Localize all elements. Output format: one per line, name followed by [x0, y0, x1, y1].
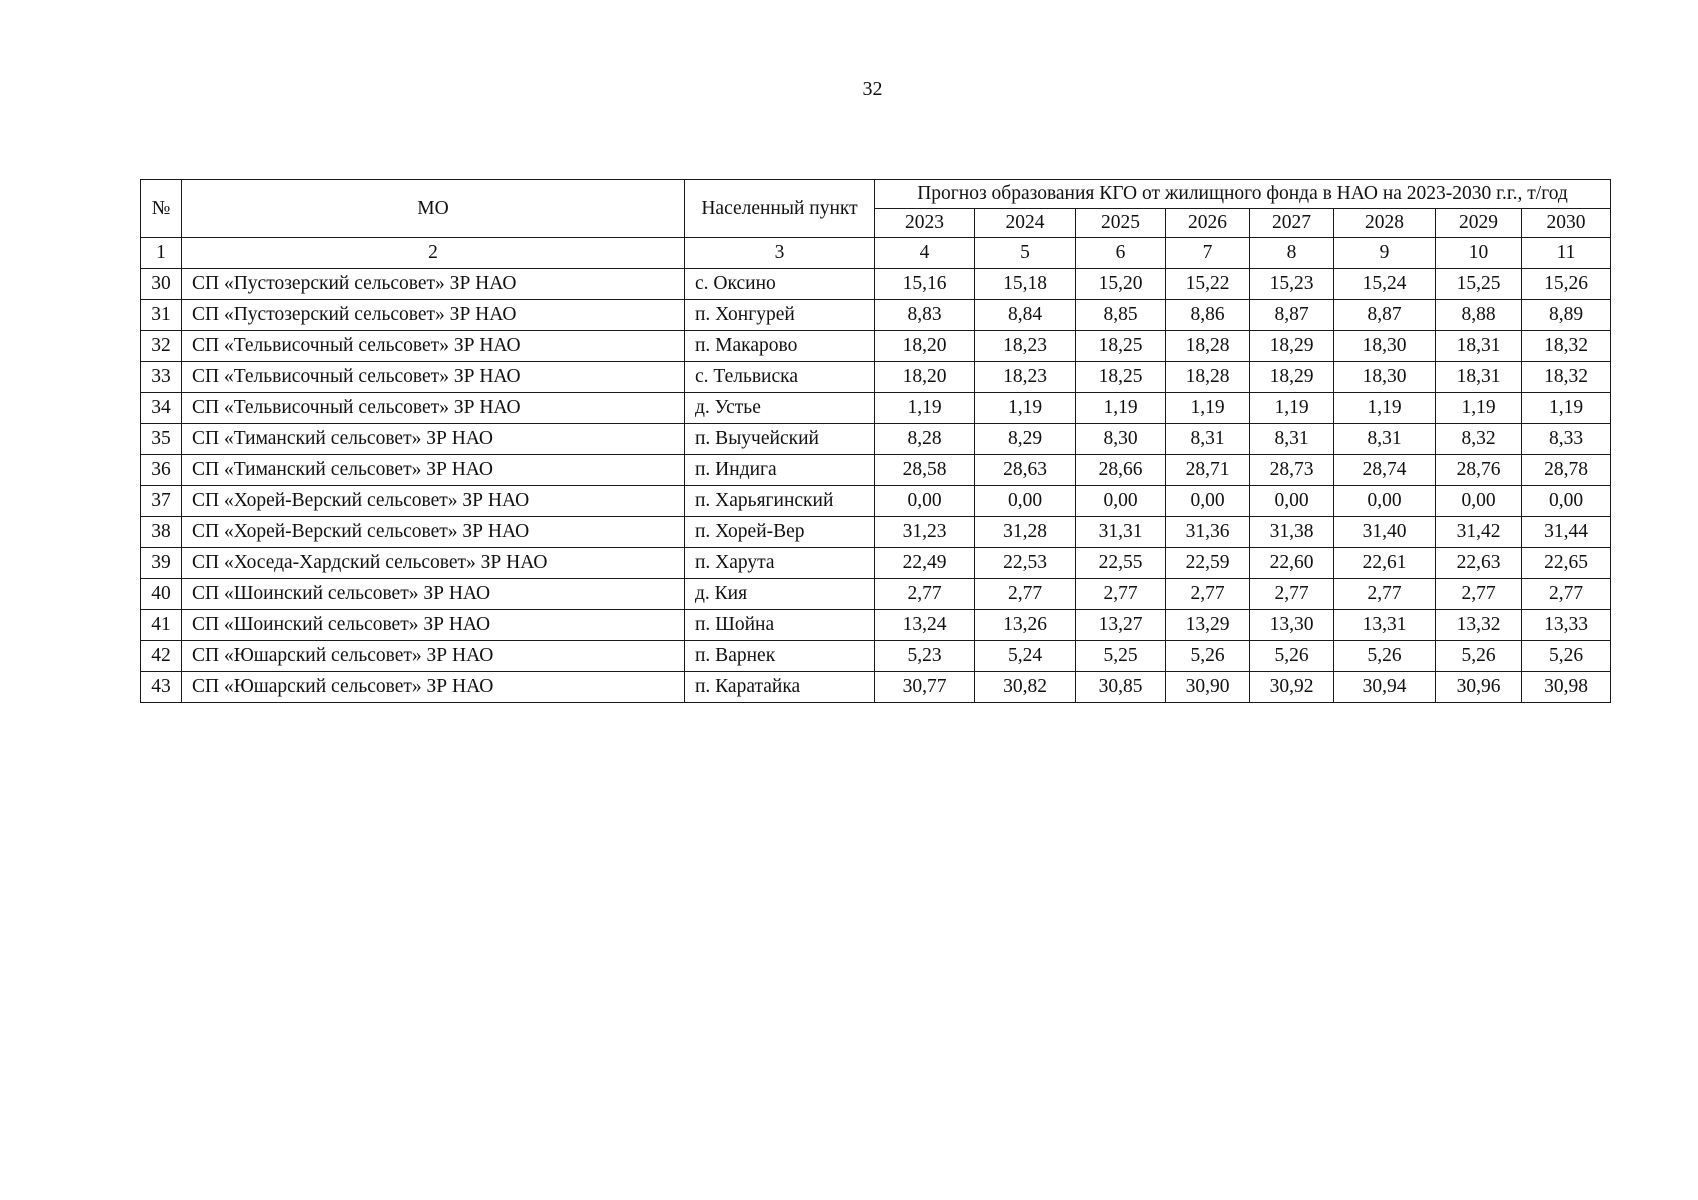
row-number: 30: [141, 269, 182, 300]
table-row: [141, 579, 1611, 610]
value-cell-2026: 0,00: [1166, 486, 1250, 517]
value-cell-2023: 22,49: [875, 548, 975, 579]
municipality-cell: СП «Шоинский сельсовет» ЗР НАО: [182, 579, 685, 610]
value-cell-2029: 31,42: [1436, 517, 1522, 548]
value-cell-2024: 5,24: [975, 641, 1076, 672]
page-number: 32: [862, 78, 883, 100]
row-number: 33: [141, 362, 182, 393]
value-cell-2029: 22,63: [1436, 548, 1522, 579]
value-cell-2023: 13,24: [875, 610, 975, 641]
value-cell-2030: 22,65: [1522, 548, 1611, 579]
settlement-cell: п. Шойна: [685, 610, 875, 641]
value-cell-2024: 13,26: [975, 610, 1076, 641]
value-cell-2026: 22,59: [1166, 548, 1250, 579]
table-row: [141, 517, 1611, 548]
column-number-cell: 11: [1522, 238, 1611, 269]
value-cell-2027: 28,73: [1250, 455, 1334, 486]
column-number-cell: 8: [1250, 238, 1334, 269]
value-cell-2024: 1,19: [975, 393, 1076, 424]
value-cell-2028: 22,61: [1334, 548, 1436, 579]
value-cell-2028: 13,31: [1334, 610, 1436, 641]
value-cell-2028: 18,30: [1334, 362, 1436, 393]
table-body: [141, 238, 1611, 703]
value-cell-2026: 28,71: [1166, 455, 1250, 486]
settlement-cell: д. Устье: [685, 393, 875, 424]
column-number-row: [141, 238, 1611, 269]
value-cell-2029: 8,32: [1436, 424, 1522, 455]
value-cell-2027: 1,19: [1250, 393, 1334, 424]
value-cell-2023: 8,28: [875, 424, 975, 455]
value-cell-2030: 15,26: [1522, 269, 1611, 300]
value-cell-2030: 18,32: [1522, 331, 1611, 362]
table-row: [141, 269, 1611, 300]
value-cell-2029: 18,31: [1436, 331, 1522, 362]
value-cell-2024: 18,23: [975, 331, 1076, 362]
value-cell-2029: 2,77: [1436, 579, 1522, 610]
value-cell-2027: 30,92: [1250, 672, 1334, 703]
value-cell-2028: 31,40: [1334, 517, 1436, 548]
value-cell-2025: 13,27: [1076, 610, 1166, 641]
column-number-cell: 10: [1436, 238, 1522, 269]
value-cell-2024: 15,18: [975, 269, 1076, 300]
value-cell-2027: 5,26: [1250, 641, 1334, 672]
value-cell-2030: 2,77: [1522, 579, 1611, 610]
row-number: 32: [141, 331, 182, 362]
value-cell-2025: 31,31: [1076, 517, 1166, 548]
table-row: [141, 362, 1611, 393]
value-cell-2026: 15,22: [1166, 269, 1250, 300]
municipality-cell: СП «Хорей-Верский сельсовет» ЗР НАО: [182, 517, 685, 548]
column-number-cell: 5: [975, 238, 1076, 269]
value-cell-2030: 5,26: [1522, 641, 1611, 672]
value-cell-2025: 5,25: [1076, 641, 1166, 672]
value-cell-2023: 5,23: [875, 641, 975, 672]
header-year-2026: 2026: [1166, 209, 1250, 238]
municipality-cell: СП «Хорей-Верский сельсовет» ЗР НАО: [182, 486, 685, 517]
table-row: [141, 548, 1611, 579]
settlement-cell: п. Выучейский: [685, 424, 875, 455]
value-cell-2030: 1,19: [1522, 393, 1611, 424]
value-cell-2030: 18,32: [1522, 362, 1611, 393]
settlement-cell: с. Тельвиска: [685, 362, 875, 393]
settlement-cell: п. Хорей-Вер: [685, 517, 875, 548]
value-cell-2025: 0,00: [1076, 486, 1166, 517]
value-cell-2024: 0,00: [975, 486, 1076, 517]
value-cell-2024: 30,82: [975, 672, 1076, 703]
value-cell-2025: 18,25: [1076, 331, 1166, 362]
value-cell-2028: 15,24: [1334, 269, 1436, 300]
value-cell-2029: 15,25: [1436, 269, 1522, 300]
value-cell-2030: 28,78: [1522, 455, 1611, 486]
value-cell-2023: 18,20: [875, 362, 975, 393]
header-row-group: [141, 180, 1611, 209]
row-number: 31: [141, 300, 182, 331]
row-number: 37: [141, 486, 182, 517]
table-header: [141, 180, 1611, 238]
value-cell-2028: 30,94: [1334, 672, 1436, 703]
value-cell-2027: 2,77: [1250, 579, 1334, 610]
municipality-cell: СП «Хоседа-Хардский сельсовет» ЗР НАО: [182, 548, 685, 579]
row-number: 40: [141, 579, 182, 610]
column-number-cell: 3: [685, 238, 875, 269]
table-row: [141, 300, 1611, 331]
table-row: [141, 610, 1611, 641]
municipality-cell: СП «Юшарский сельсовет» ЗР НАО: [182, 672, 685, 703]
row-number: 43: [141, 672, 182, 703]
value-cell-2028: 2,77: [1334, 579, 1436, 610]
row-number: 38: [141, 517, 182, 548]
value-cell-2027: 15,23: [1250, 269, 1334, 300]
value-cell-2027: 18,29: [1250, 362, 1334, 393]
value-cell-2030: 30,98: [1522, 672, 1611, 703]
header-forecast-group: Прогноз образования КГО от жилищного фонда в НАО на 2023-2030 г.г., т/год: [875, 180, 1611, 209]
value-cell-2025: 8,85: [1076, 300, 1166, 331]
value-cell-2030: 31,44: [1522, 517, 1611, 548]
value-cell-2023: 0,00: [875, 486, 975, 517]
value-cell-2030: 8,33: [1522, 424, 1611, 455]
header-year-2025: 2025: [1076, 209, 1166, 238]
value-cell-2026: 5,26: [1166, 641, 1250, 672]
header-settlement: Населенный пункт: [685, 180, 875, 238]
value-cell-2028: 1,19: [1334, 393, 1436, 424]
header-num: №: [141, 180, 182, 238]
settlement-cell: п. Хонгурей: [685, 300, 875, 331]
municipality-cell: СП «Пустозерский сельсовет» ЗР НАО: [182, 300, 685, 331]
municipality-cell: СП «Тиманский сельсовет» ЗР НАО: [182, 424, 685, 455]
value-cell-2028: 8,87: [1334, 300, 1436, 331]
forecast-table: [140, 179, 1611, 703]
municipality-cell: СП «Тельвисочный сельсовет» ЗР НАО: [182, 362, 685, 393]
value-cell-2029: 5,26: [1436, 641, 1522, 672]
value-cell-2023: 30,77: [875, 672, 975, 703]
header-year-2029: 2029: [1436, 209, 1522, 238]
municipality-cell: СП «Тельвисочный сельсовет» ЗР НАО: [182, 393, 685, 424]
table-row: [141, 672, 1611, 703]
settlement-cell: д. Кия: [685, 579, 875, 610]
value-cell-2024: 8,29: [975, 424, 1076, 455]
value-cell-2026: 8,31: [1166, 424, 1250, 455]
row-number: 42: [141, 641, 182, 672]
value-cell-2024: 18,23: [975, 362, 1076, 393]
settlement-cell: с. Оксино: [685, 269, 875, 300]
settlement-cell: п. Харьягинский: [685, 486, 875, 517]
value-cell-2024: 8,84: [975, 300, 1076, 331]
table-row: [141, 455, 1611, 486]
table-row: [141, 641, 1611, 672]
value-cell-2029: 30,96: [1436, 672, 1522, 703]
settlement-cell: п. Варнек: [685, 641, 875, 672]
value-cell-2023: 2,77: [875, 579, 975, 610]
value-cell-2023: 31,23: [875, 517, 975, 548]
value-cell-2027: 22,60: [1250, 548, 1334, 579]
value-cell-2024: 31,28: [975, 517, 1076, 548]
header-year-2028: 2028: [1334, 209, 1436, 238]
municipality-cell: СП «Пустозерский сельсовет» ЗР НАО: [182, 269, 685, 300]
settlement-cell: п. Харута: [685, 548, 875, 579]
value-cell-2023: 1,19: [875, 393, 975, 424]
value-cell-2025: 2,77: [1076, 579, 1166, 610]
row-number: 36: [141, 455, 182, 486]
header-year-2023: 2023: [875, 209, 975, 238]
value-cell-2026: 30,90: [1166, 672, 1250, 703]
column-number-cell: 9: [1334, 238, 1436, 269]
table-row: [141, 393, 1611, 424]
value-cell-2030: 0,00: [1522, 486, 1611, 517]
value-cell-2026: 13,29: [1166, 610, 1250, 641]
column-number-cell: 2: [182, 238, 685, 269]
value-cell-2030: 8,89: [1522, 300, 1611, 331]
value-cell-2025: 22,55: [1076, 548, 1166, 579]
column-number-cell: 6: [1076, 238, 1166, 269]
value-cell-2027: 8,31: [1250, 424, 1334, 455]
value-cell-2024: 2,77: [975, 579, 1076, 610]
value-cell-2026: 2,77: [1166, 579, 1250, 610]
value-cell-2029: 18,31: [1436, 362, 1522, 393]
value-cell-2026: 18,28: [1166, 331, 1250, 362]
row-number: 34: [141, 393, 182, 424]
value-cell-2029: 8,88: [1436, 300, 1522, 331]
value-cell-2029: 1,19: [1436, 393, 1522, 424]
value-cell-2023: 18,20: [875, 331, 975, 362]
header-year-2027: 2027: [1250, 209, 1334, 238]
column-number-cell: 4: [875, 238, 975, 269]
value-cell-2027: 18,29: [1250, 331, 1334, 362]
value-cell-2028: 5,26: [1334, 641, 1436, 672]
value-cell-2027: 31,38: [1250, 517, 1334, 548]
municipality-cell: СП «Тиманский сельсовет» ЗР НАО: [182, 455, 685, 486]
value-cell-2024: 22,53: [975, 548, 1076, 579]
settlement-cell: п. Каратайка: [685, 672, 875, 703]
settlement-cell: п. Макарово: [685, 331, 875, 362]
value-cell-2027: 0,00: [1250, 486, 1334, 517]
value-cell-2026: 18,28: [1166, 362, 1250, 393]
table-row: [141, 424, 1611, 455]
value-cell-2025: 30,85: [1076, 672, 1166, 703]
value-cell-2029: 28,76: [1436, 455, 1522, 486]
value-cell-2023: 15,16: [875, 269, 975, 300]
value-cell-2025: 28,66: [1076, 455, 1166, 486]
header-mo: МО: [182, 180, 685, 238]
value-cell-2028: 0,00: [1334, 486, 1436, 517]
row-number: 39: [141, 548, 182, 579]
value-cell-2028: 28,74: [1334, 455, 1436, 486]
municipality-cell: СП «Тельвисочный сельсовет» ЗР НАО: [182, 331, 685, 362]
value-cell-2028: 18,30: [1334, 331, 1436, 362]
municipality-cell: СП «Шоинский сельсовет» ЗР НАО: [182, 610, 685, 641]
value-cell-2026: 8,86: [1166, 300, 1250, 331]
table-row: [141, 486, 1611, 517]
value-cell-2025: 8,30: [1076, 424, 1166, 455]
value-cell-2023: 28,58: [875, 455, 975, 486]
value-cell-2026: 1,19: [1166, 393, 1250, 424]
municipality-cell: СП «Юшарский сельсовет» ЗР НАО: [182, 641, 685, 672]
header-year-2024: 2024: [975, 209, 1076, 238]
value-cell-2029: 0,00: [1436, 486, 1522, 517]
value-cell-2025: 15,20: [1076, 269, 1166, 300]
column-number-cell: 1: [141, 238, 182, 269]
value-cell-2030: 13,33: [1522, 610, 1611, 641]
value-cell-2023: 8,83: [875, 300, 975, 331]
row-number: 41: [141, 610, 182, 641]
column-number-cell: 7: [1166, 238, 1250, 269]
settlement-cell: п. Индига: [685, 455, 875, 486]
value-cell-2024: 28,63: [975, 455, 1076, 486]
value-cell-2027: 13,30: [1250, 610, 1334, 641]
row-number: 35: [141, 424, 182, 455]
value-cell-2028: 8,31: [1334, 424, 1436, 455]
value-cell-2025: 1,19: [1076, 393, 1166, 424]
header-year-2030: 2030: [1522, 209, 1611, 238]
value-cell-2029: 13,32: [1436, 610, 1522, 641]
table-row: [141, 331, 1611, 362]
value-cell-2025: 18,25: [1076, 362, 1166, 393]
value-cell-2026: 31,36: [1166, 517, 1250, 548]
value-cell-2027: 8,87: [1250, 300, 1334, 331]
